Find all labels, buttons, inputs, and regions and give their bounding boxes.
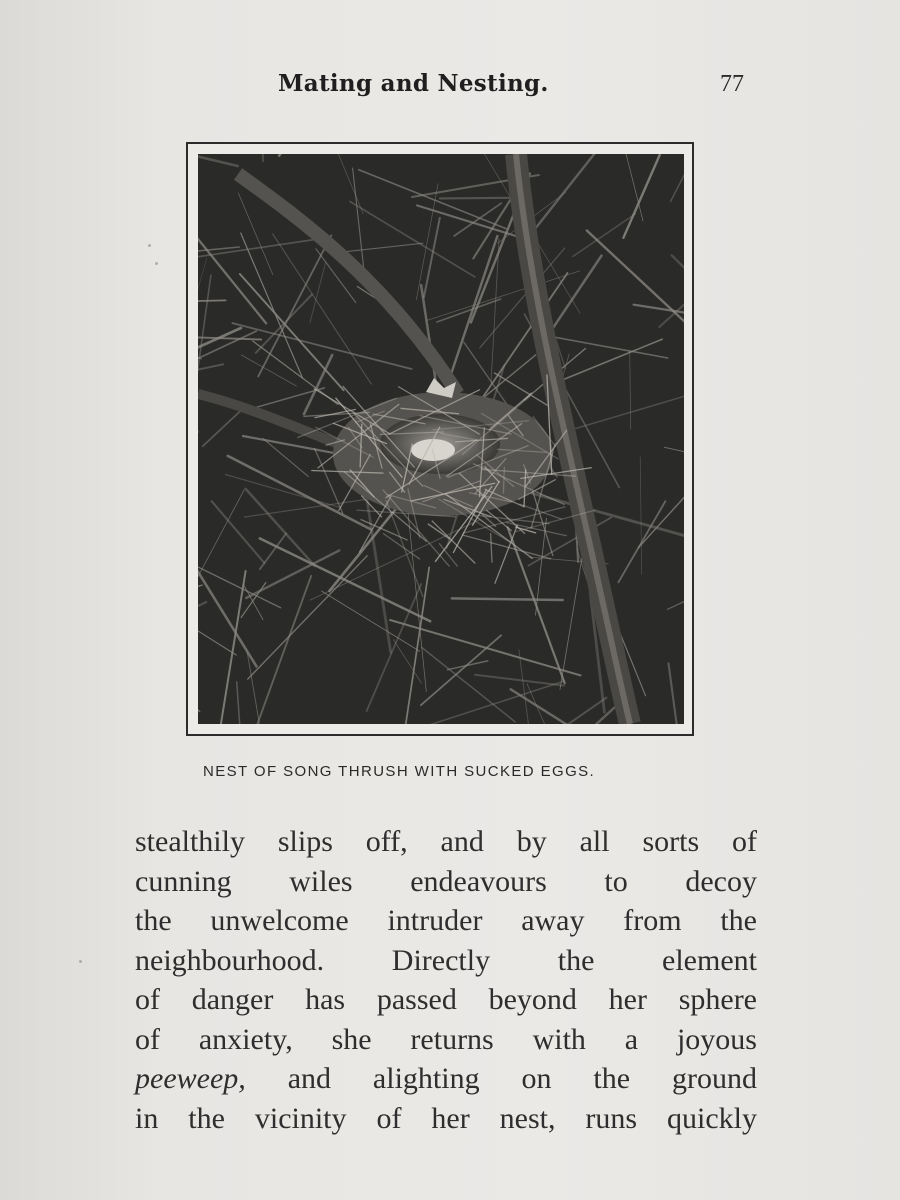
plate-caption: NEST OF SONG THRUSH WITH SUCKED EGGS.: [203, 763, 596, 780]
text-line: the unwelcome intruder away from the: [135, 904, 757, 937]
nest-photograph: [198, 154, 684, 724]
text-line: stealthily slips off, and by all sorts of: [135, 825, 757, 858]
paper-speck: [79, 960, 82, 963]
text-line: cunning wiles endeavours to decoy: [135, 864, 757, 898]
page-number: 77: [720, 71, 744, 97]
nest-photograph-image: [198, 154, 684, 724]
italic-word: peeweep,: [135, 1062, 246, 1095]
twig-stroke: [440, 198, 518, 199]
text-line: of anxiety, she returns with a joyous: [135, 1022, 757, 1056]
text-line: of danger has passed beyond her sphere: [135, 983, 757, 1016]
text-line: neighbourhood. Directly the element: [135, 943, 757, 977]
text-line: [135, 1059, 757, 1099]
paper-speck: [148, 244, 151, 247]
text-line-rest: and alighting on the ground: [245, 1062, 757, 1095]
text-line: in the vicinity of her nest, runs quickly: [135, 1101, 757, 1135]
twig-stroke: [452, 598, 563, 600]
body-paragraph: [135, 822, 757, 1138]
paper-speck: [155, 262, 158, 265]
running-header-title: Mating and Nesting.: [278, 70, 549, 97]
